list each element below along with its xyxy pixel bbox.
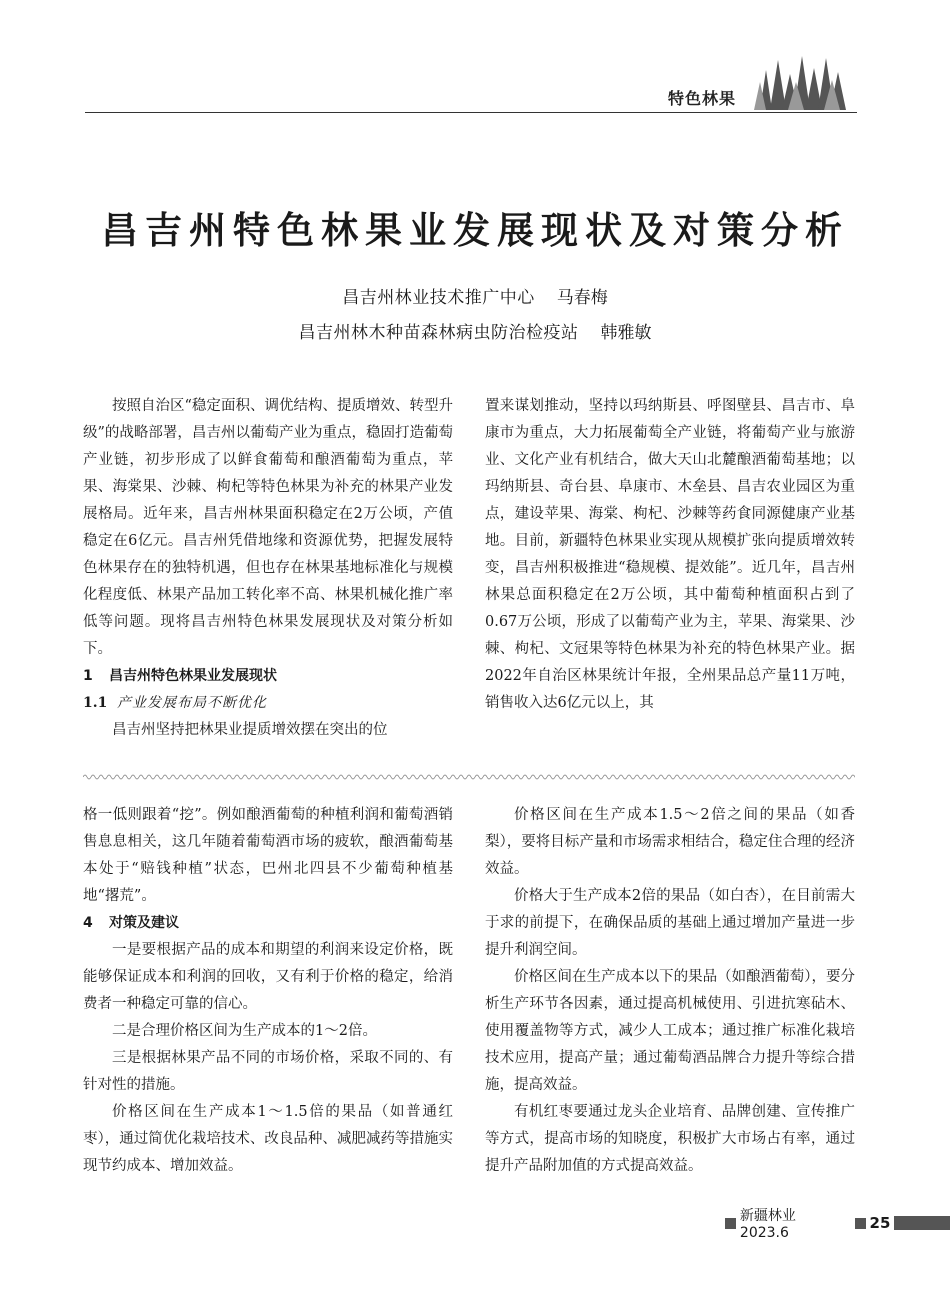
section-label: 特色林果 (668, 89, 737, 108)
paragraph: 价格区间在生产成本1.5～2倍之间的果品（如香梨），要将目标产量和市场需求相结合，稳定住合理的经济效益。 (485, 807, 855, 877)
paragraph: 昌吉州坚持把林果业提质增效摆在突出的位 (112, 722, 388, 738)
paragraph: 三是根据林果产品不同的市场价格，采取不同的、有针对性的措施。 (83, 1050, 453, 1093)
paragraph: 格一低则跟着“挖”。例如酿酒葡萄的种植利润和葡萄酒销售息息相关，这几年随着葡萄酒市场的疲软，酿酒葡萄基本处于“赔钱种植”状态，巴州北四县不少葡萄种植基地“撂荒”。 (83, 807, 453, 904)
paragraph: 价格区间在生产成本1～1.5倍的果品（如普通红枣），通过简优化栽培技术、改良品种、减肥减药等措施实现节约成本、增加效益。 (83, 1104, 453, 1174)
subsection-heading (83, 690, 453, 717)
footer-square (855, 1218, 866, 1229)
column-lower-left (83, 802, 453, 1180)
paragraph: 置来谋划推动，坚持以玛纳斯县、呼图壁县、昌吉市、阜康市为重点，大力拓展葡萄全产业链，将葡萄产业与旅游业、文化产业有机结合，做大天山北麓酿酒葡萄基地；以玛纳斯县、奇台县、阜康市、木垒县、昌吉农业园区为重点，建设苹果、海棠、枸杞、沙棘等药食同源健康产业基地。目前，新疆特色林果业实现从规模扩张向提质增效转变，昌吉州积极推进“稳规模、提效能”。近几年，昌吉州林果总面积稳定在2万公顷，其中葡萄种植面积占到了0.67万公顷，形成了以葡萄产业为主，苹果、海棠果、沙棘、枸杞、文冠果等特色林果为补充的特色林果产业。据2022年自治区林果统计年报，全州果品总产量11万吨，销售收入达6亿元以上，其 (485, 398, 855, 711)
section-heading (83, 910, 453, 937)
footer-square (725, 1218, 736, 1229)
page-number: 25 (869, 1214, 891, 1232)
subsection-title: 产业发展布局不断优化 (117, 695, 267, 711)
article-title: 昌吉州特色林果业发展现状及对策分析 (101, 209, 849, 252)
column-upper-left (83, 393, 453, 744)
paragraph: 一是要根据产品的成本和期望的利润来设定价格，既能够保证成本和利润的回收，又有利于价格的稳定，给消费者一种稳定可靠的信心。 (83, 942, 453, 1012)
column-upper-right (485, 393, 855, 717)
paragraph: 价格区间在生产成本以下的果品（如酿酒葡萄），要分析生产环节各因素，通过提高机械使用、引进抗寒砧木、使用覆盖物等方式，减少人工成本；通过推广标准化栽培技术应用，提高产量；通过葡萄酒品牌合力提升等综合措施，提高效益。 (485, 969, 855, 1093)
paragraph: 按照自治区“稳定面积、调优结构、提质增效、转型升级”的战略部署，昌吉州以葡萄产业为重点，稳固打造葡萄产业链，初步形成了以鲜食葡萄和酿酒葡萄为重点，苹果、海棠果、沙棘、枸杞等特色林果为补充的林果产业发展格局。近年来，昌吉州林果面积稳定在2万公顷，产值稳定在6亿元。昌吉州凭借地缘和资源优势，把握发展特色林果存在的独特机遇，但也存在林果基地标准化与规模化程度低、林果产品加工转化率不高、林果机械化推广率低等问题。现将昌吉州特色林果发展现状及对策分析如下。 (83, 398, 453, 657)
author-line-1 (0, 283, 950, 308)
paragraph: 二是合理价格区间为生产成本的1～2倍。 (112, 1023, 377, 1039)
author-affiliation: 昌吉州林木种苗森林病虫防治检疫站 (298, 323, 579, 343)
wavy-divider (83, 772, 855, 782)
author-name: 韩雅敏 (600, 323, 652, 343)
header-rule (85, 112, 857, 113)
journal-issue: 新疆林业 2023.6 (739, 1208, 796, 1241)
tree-logo (752, 52, 852, 110)
subsection-number: 1.1 (83, 695, 108, 711)
column-lower-right (485, 802, 855, 1180)
section-number: 4 (83, 915, 93, 931)
author-affiliation: 昌吉州林业技术推广中心 (342, 288, 535, 308)
paragraph: 价格大于生产成本2倍的果品（如白杏），在目前需大于求的前提下，在确保品质的基础上通过增加产量进一步提升利润空间。 (485, 888, 855, 958)
paragraph: 有机红枣要通过龙头企业培育、品牌创建、宣传推广等方式，提高市场的知晓度，积极扩大市场占有率，通过提升产品附加值的方式提高效益。 (485, 1104, 855, 1174)
author-name: 马春梅 (556, 288, 608, 308)
footer-bar (894, 1216, 950, 1230)
author-line-2 (0, 318, 950, 343)
section-heading (83, 663, 453, 690)
section-title: 昌吉州特色林果业发展现状 (109, 668, 277, 684)
section-number: 1 (83, 668, 93, 684)
page-footer (725, 1208, 950, 1241)
section-title: 对策及建议 (109, 915, 179, 931)
